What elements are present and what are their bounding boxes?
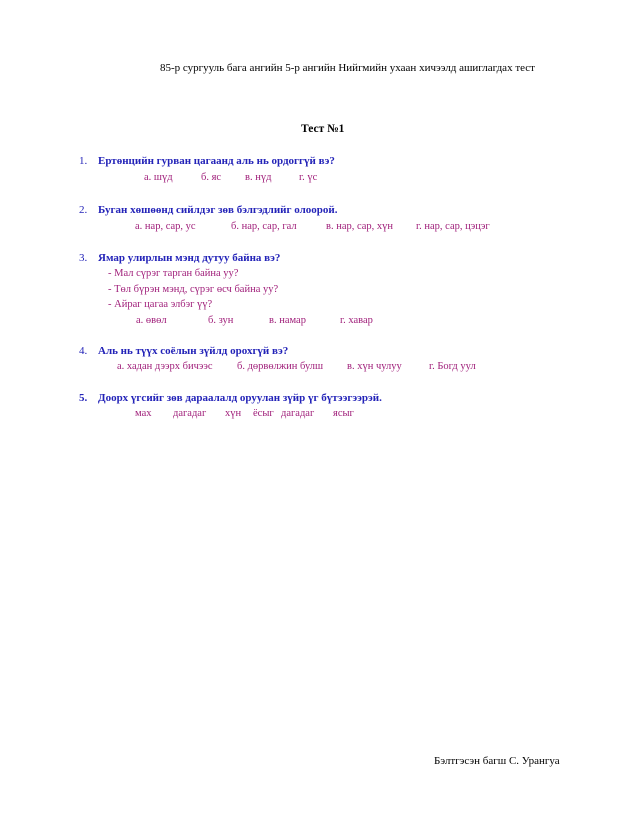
option-a: а. өвөл — [136, 315, 167, 326]
option-c: в. нүд — [245, 172, 272, 183]
question-text: Аль нь түүх соёлын зүйлд орохгүй вэ? — [98, 345, 289, 357]
question-number: 4. — [79, 345, 88, 357]
question-3-line-1: - Мал сүрэг тарган байна уу? — [108, 268, 239, 279]
question-4-options — [117, 362, 476, 373]
option-d: г. хавар — [340, 315, 373, 326]
option-d: г. Богд уул — [429, 361, 476, 372]
question-5 — [79, 393, 382, 404]
word-2: дагадаг — [173, 408, 207, 419]
word-5: дагадаг — [281, 408, 315, 419]
question-3-line-3: - Айраг цагаа элбэг үү? — [108, 299, 213, 310]
question-number: 5. — [79, 392, 88, 404]
question-4 — [79, 346, 288, 357]
question-3-line-2: - Төл бүрэн мэнд, сүрэг өсч байна уу? — [108, 284, 279, 295]
question-3-options — [136, 316, 373, 327]
option-a: а. нар, сар, ус — [135, 221, 196, 232]
question-text: Доорх үгсийг зөв дараалалд оруулан зүйр үг бүтээгээрэй. — [98, 392, 382, 404]
question-2-options — [135, 222, 490, 233]
option-d: г. үс — [299, 172, 318, 183]
question-number: 2. — [79, 204, 88, 216]
question-3 — [79, 253, 280, 264]
word-1: мах — [135, 408, 152, 419]
word-4: ёсыг — [253, 408, 274, 419]
question-number: 1. — [79, 155, 88, 167]
question-number: 3. — [79, 252, 88, 264]
option-b: б. нар, сар, гал — [231, 221, 297, 232]
question-1-options — [144, 173, 317, 184]
option-c: в. нар, сар, хүн — [326, 221, 394, 232]
option-b: б. яс — [201, 172, 222, 183]
option-a: а. шүд — [144, 172, 173, 183]
question-text: Буган хөшөөнд сийлдэг зөв бэлгэдлийг олоорой. — [98, 204, 338, 216]
option-b: б. дөрвөлжин булш — [237, 361, 324, 372]
word-3: хүн — [225, 408, 242, 419]
author-signature: Бэлтгэсэн багш С. Урангуа — [434, 755, 560, 767]
option-c: в. хүн чулуу — [347, 361, 402, 372]
word-6: ясыг — [333, 408, 354, 419]
option-b: б. зун — [208, 315, 234, 326]
document-header: 85-р сургууль бага ангийн 5-р ангийн Нийгмийн ухаан хичээлд ашиглагдах тест — [160, 62, 535, 74]
option-d: г. нар, сар, цэцэг — [416, 221, 490, 232]
question-text: Ертөнцийн гурван цагаанд аль нь ордоггүй вэ? — [98, 155, 335, 167]
question-5-words — [135, 409, 354, 420]
question-text: Ямар улирлын мэнд дутуу байна вэ? — [98, 252, 281, 264]
question-2 — [79, 205, 338, 216]
option-c: в. намар — [269, 315, 306, 326]
option-a: а. хадан дээрх бичээс — [117, 361, 213, 372]
test-title: Тест №1 — [301, 123, 345, 135]
question-1 — [79, 156, 335, 167]
